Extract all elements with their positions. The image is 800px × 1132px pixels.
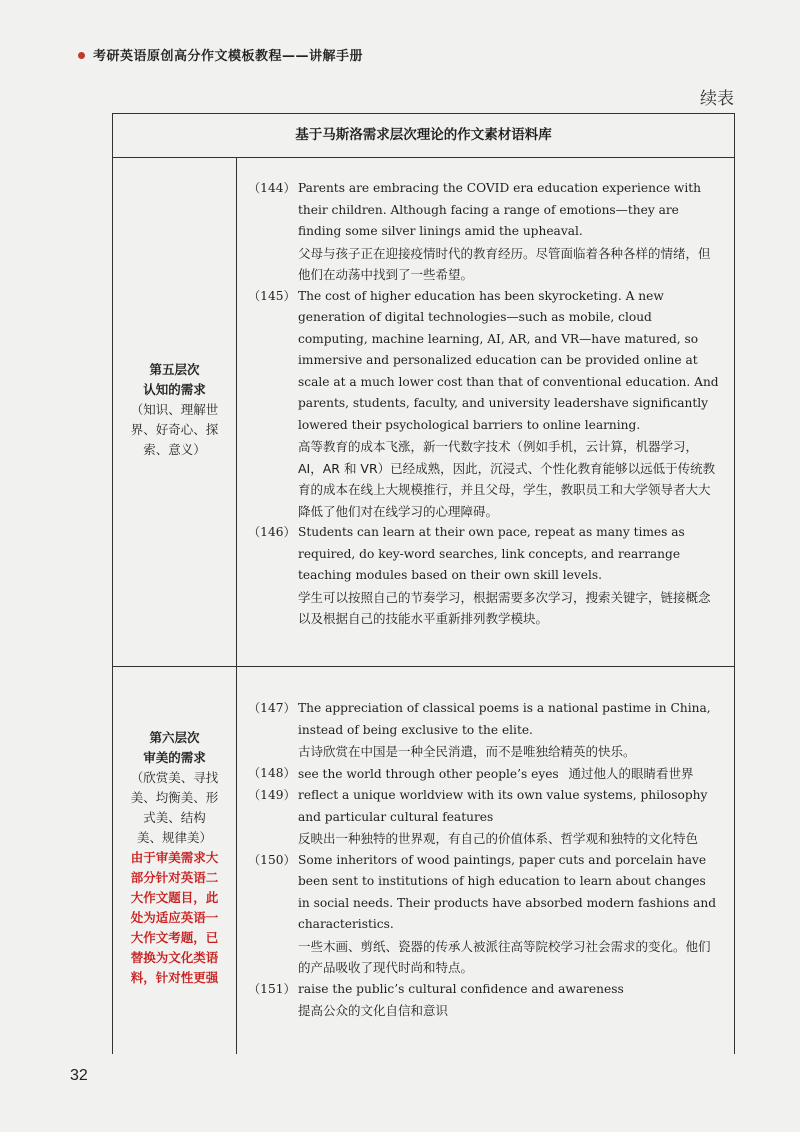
- note-line: 大作文题目，此: [130, 890, 219, 905]
- list-item: （148） see the world through other people’s eyes 通过他人的眼睛看世界: [248, 765, 694, 781]
- table-divider: [113, 157, 734, 158]
- list-item: （144） Parents are embracing the COVID era education experience with their children. Although facing a range of emotions—they are finding some silver linings amid the upheaval. 父母与孩子正在迎接疫情时代的教育经历。尽管面临着各种各样的情绪，但他们在动荡中找到了一些希望。: [248, 181, 711, 282]
- list-item: （145） The cost of higher education has been skyrocketing. A new generation of digital technologies—such as mobile, cloud computing, machine learning, AI, AR, and VR—have matured, so immersive and personalized education can be provided online at scale at a much lower cost than that of conventional education. And parents, students, faculty, and university leadershave significantly lowered their psychological barriers to online learning. 高等教育的成本飞涨，新一代数字技术（例如手机，云计算，机器学习，AI，AR 和 VR）已经成熟，因此，沉浸式、个性化教育能够以远低于传统教育的成本在线上大规模推行，并且父母，学生，教职员工和大学领导者大大降低了他们对在线学习的心理障碍。: [248, 288, 719, 519]
- corpus-table: [112, 113, 735, 1054]
- list-item: （151） raise the public’s cultural confidence and awareness 提高公众的文化自信和意识: [248, 981, 624, 1018]
- bullet-dot-icon: [78, 52, 85, 59]
- list-item: （150） Some inheritors of wood paintings, paper cuts and porcelain have been sent to institutions of high education to learn about changes in social needs. Their products have absorbed modern fashions and characteristics. 一些木画、剪纸、瓷器的传承人被派往高等院校学习社会需求的变化。他们的产品吸收了现代时尚和特点。: [248, 852, 717, 975]
- table-title: 基于马斯洛需求层次理论的作文素材语料库: [295, 127, 552, 143]
- note-line: 料，针对性更强: [130, 970, 219, 985]
- section-label-level5: 第五层次 认知的需求 （知识、理解世 界、好奇心、探 索、意义）: [130, 362, 219, 457]
- note-line: 处为适应英语一: [130, 910, 219, 925]
- section-label-level6: 第六层次 审美的需求 （欣赏美、寻找 美、均衡美、形 式美、结构 美、规律美） 由于审美需求大 部分针对英语二 大作文题目，此 处为适应英语一 大作文考题，已 替换为文化类语 料，针对性更强: [113, 728, 236, 988]
- page-header: [78, 45, 363, 64]
- note-line: 大作文考题，已: [130, 930, 219, 945]
- note-line: 部分针对英语二: [130, 870, 219, 885]
- list-item: （149） reflect a unique worldview with its own value systems, philosophy and particular cultural features 反映出一种独特的世界观，有自己的价值体系、哲学观和独特的文化特色: [248, 788, 708, 846]
- list-item: （147） The appreciation of classical poems is a national pastime in China, instead of being exclusive to the elite. 古诗欣赏在中国是一种全民消遣，而不是唯独给精英的快乐。: [248, 701, 711, 759]
- section-content-level5: [248, 178, 720, 630]
- list-item: （146） Students can learn at their own pace, repeat as many times as required, do key-word searches, link concepts, and rearrange teaching modules based on their own skill levels. 学生可以按照自己的节奏学习，根据需要多次学习，搜索关键字，链接概念以及根据自己的技能水平重新排列教学模块。: [248, 525, 711, 626]
- section-divider: [113, 666, 734, 667]
- header-title: 考研英语原创高分作文模板教程——讲解手册: [93, 49, 364, 64]
- page-number: 32: [70, 1067, 88, 1084]
- note-line: 由于审美需求大: [130, 850, 219, 865]
- column-divider: [236, 157, 237, 1054]
- continued-label: 续表: [700, 89, 734, 109]
- section-content-level6: [248, 698, 720, 1022]
- note-line: 替换为文化类语: [130, 950, 219, 965]
